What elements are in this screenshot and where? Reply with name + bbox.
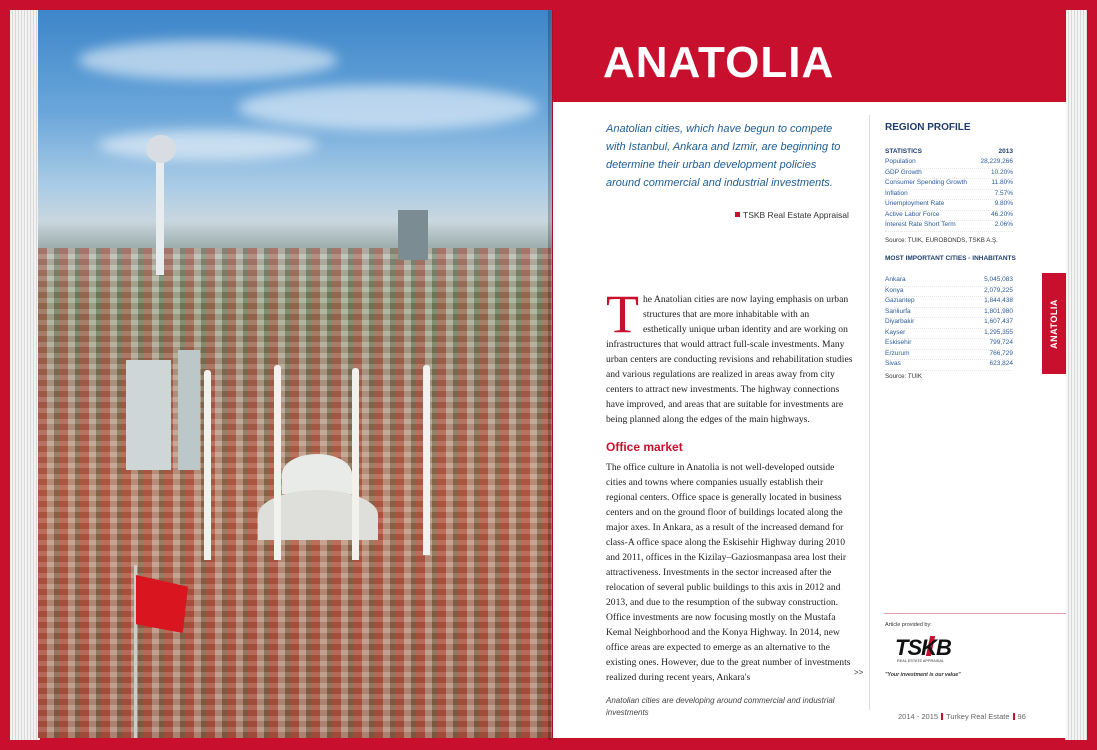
city-row (885, 308, 1013, 319)
footer-separator (941, 713, 943, 720)
city-name: Gaziantep (885, 297, 915, 304)
stat-label: Population (885, 158, 916, 165)
city-name: Sanliurfa (885, 307, 911, 315)
divider (884, 613, 1066, 614)
city-population: 5,045,083 (984, 276, 1013, 283)
intro-text: Anatolian cities, which have begun to compete with Istanbul, Ankara and Izmir, are beginning to determine their urban development policies around commercial and industrial investments. (606, 123, 841, 189)
footer-years: 2014 - 2015 (898, 712, 939, 721)
stat-value: 2.06% (994, 221, 1013, 228)
section-heading-office-market: Office market (606, 440, 683, 454)
source-tag-label: TSKB Real Estate Appraisal (743, 210, 849, 220)
logo-subtitle: REAL ESTATE APPRAISAL (897, 659, 944, 663)
stat-value: 7.57% (994, 189, 1013, 197)
stat-label: Active Labor Force (885, 210, 940, 218)
logo-text: TSKB (895, 635, 951, 660)
page-edges-left (10, 10, 40, 740)
region-profile-heading: REGION PROFILE (885, 122, 971, 133)
page-edges-right (1065, 10, 1087, 740)
region-profile-panel (869, 115, 1066, 710)
stat-value: 10.20% (990, 168, 1013, 176)
article-page (553, 10, 1066, 738)
stat-label: Interest Rate Short Term (885, 221, 956, 228)
city-row (885, 350, 1013, 361)
side-tab-label: ANATOLIA (1049, 298, 1059, 349)
cities-heading: MOST IMPORTANT CITIES - INHABITANTS (885, 255, 1016, 262)
city-population: 766,729 (989, 349, 1013, 357)
city-population: 1,607,437 (984, 318, 1013, 325)
cities-list (885, 276, 1013, 371)
statistics-header (885, 148, 1013, 155)
city-population: 1,844,438 (984, 297, 1013, 304)
stat-label: GDP Growth (885, 168, 922, 176)
stat-value: 46.20% (990, 210, 1013, 218)
red-square-icon (735, 212, 740, 217)
tskb-logo (895, 635, 957, 665)
city-row (885, 360, 1013, 371)
slogan: "Your investment is our value" (885, 672, 961, 678)
stat-label: Unemployment Rate (885, 200, 945, 207)
ankara-cityscape-photo (38, 10, 552, 738)
header-band (553, 10, 1066, 102)
stat-row (885, 169, 1013, 180)
city-name: Eskisehir (885, 339, 912, 346)
stat-row (885, 190, 1013, 201)
city-row (885, 339, 1013, 350)
stat-value: 9.80% (994, 200, 1013, 207)
stat-value: 11.80% (991, 179, 1013, 186)
stat-row (885, 221, 1013, 232)
city-population: 2,079,225 (984, 286, 1013, 294)
photo-caption: Anatolian cities are developing around commercial and industrial investments (606, 696, 835, 717)
page-number: 96 (1017, 712, 1026, 721)
continued-marker: >> (854, 668, 864, 677)
city-population: 1,801,980 (984, 307, 1013, 315)
office-market-text: The office culture in Anatolia is not well-developed outside cities and towns where companies usually establish their regional centers. Office space is generally located in business centers and on the ground floor of buildings located along the major axes. In Ankara, as a result of the increased demand for class-A office space along the Eskisehir Highway during 2010 and 2011, offices in the Kizilay–Gaziosmanpasa area lost their attractiveness. Investments in the sector increased after the relocation of several public buildings to this axis in 2012 and 2013, and due to the resumption of the subway construction. Office investments are now focusing mostly on the Mustafa Kemal Neighborhood and the Konya Highway. In 2014, new office areas are expected to emerge as an alternative to the existing ones. However, due to the great number of investments realized during recent years, Ankara's (606, 462, 851, 683)
stat-row (885, 158, 1013, 169)
city-row (885, 329, 1013, 340)
city-population: 799,724 (989, 339, 1013, 346)
city-name: Ankara (885, 276, 906, 283)
page-title: ANATOLIA (603, 38, 835, 87)
section-side-tab[interactable] (1042, 273, 1066, 374)
statistics-source: Source: TUIK, EUROBONDS, TSKB A.Ş. (885, 237, 998, 244)
statistics-year: 2013 (998, 148, 1013, 155)
cities-source: Source: TUIK (885, 373, 923, 380)
body-text: he Anatolian cities are now laying emphasis on urban structures that are more inhabitable with an esthetically unique urban identity and are working on infrastructures that would attract full-scale investments. Many urban centers are conducting revisions and rehabilitation studies and various regulations are realized in areas away from city centers to attract new investments. The highway connections have improved, and areas that are suitable for investments are being planned along the edges of the main highways. (606, 294, 853, 425)
city-name: Diyarbakir (885, 318, 915, 325)
page-footer (898, 712, 1026, 721)
city-population: 623,824 (989, 360, 1013, 367)
city-name: Sivas (885, 360, 901, 367)
body-paragraph (606, 284, 853, 427)
city-row (885, 297, 1013, 308)
stat-value: 28,229,266 (980, 158, 1013, 165)
city-name: Erzurum (885, 349, 910, 357)
statistics-list (885, 158, 1013, 232)
city-name: Kayser (885, 328, 906, 336)
footer-publication: Turkey Real Estate (946, 712, 1010, 721)
city-population: 1,295,355 (984, 328, 1013, 336)
city-name: Konya (885, 286, 904, 294)
stat-row (885, 200, 1013, 211)
stat-row (885, 211, 1013, 222)
provided-by-label: Article provided by: (885, 622, 932, 628)
stat-label: Inflation (885, 189, 908, 197)
drop-cap: T (606, 284, 639, 344)
city-row (885, 318, 1013, 329)
stat-row (885, 179, 1013, 190)
footer-separator (1013, 713, 1015, 720)
city-row (885, 276, 1013, 287)
statistics-label: STATISTICS (885, 148, 922, 155)
stat-label: Consumer Spending Growth (885, 179, 968, 186)
city-row (885, 287, 1013, 298)
source-tag (735, 210, 849, 220)
